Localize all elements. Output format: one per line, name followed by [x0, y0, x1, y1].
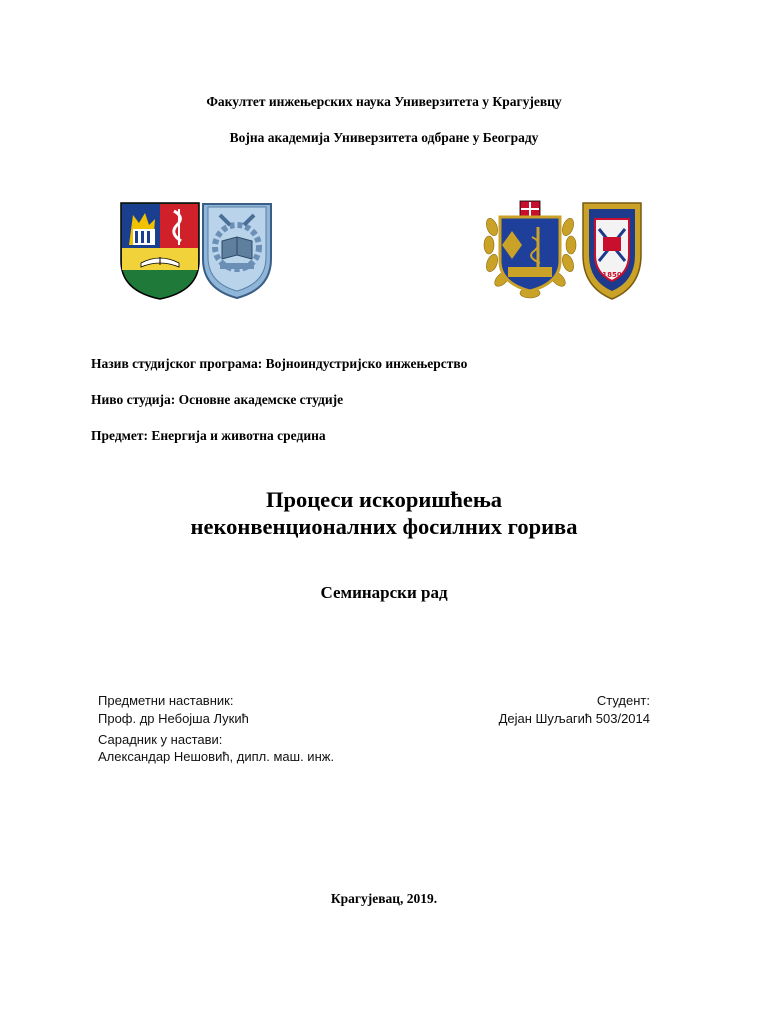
place-date: Крагујевац, 2019. [330, 891, 438, 906]
header-faculty: Факултет инжењерских наука Универзитета у Крагујевцу [206, 94, 562, 109]
seal-year: 1850 [602, 271, 622, 279]
assistant-label: Сарадник у настави: [98, 732, 223, 747]
military-academy-seal-logo [573, 197, 651, 303]
university-coat-of-arms-logo [119, 201, 201, 301]
military-academy-wreath-logo [482, 197, 578, 303]
subtitle: Семинарски рад [320, 583, 448, 602]
study-program: Назив студијског програма: Војноиндустријско инжењерство [91, 356, 468, 371]
title-line-2: неконвенционалних фосилних горива [190, 514, 578, 539]
study-level: Ниво студија: Основне академске студије [91, 392, 344, 407]
assistant-name: Александар Нешовић, дипл. маш. инж. [98, 749, 335, 764]
teacher-label: Предметни наставник: [98, 693, 234, 708]
header-academy: Војна академија Универзитета одбране у Београду [229, 130, 539, 145]
student-label: Студент: [596, 693, 650, 708]
teacher-name: Проф. др Небојша Лукић [98, 711, 249, 726]
subject: Предмет: Енергија и животна средина [91, 428, 326, 443]
title-line-1: Процеси искоришћења [265, 487, 503, 512]
student-name: Дејан Шуљагић 503/2014 [498, 711, 650, 726]
faculty-gear-emblem-logo [200, 201, 274, 301]
